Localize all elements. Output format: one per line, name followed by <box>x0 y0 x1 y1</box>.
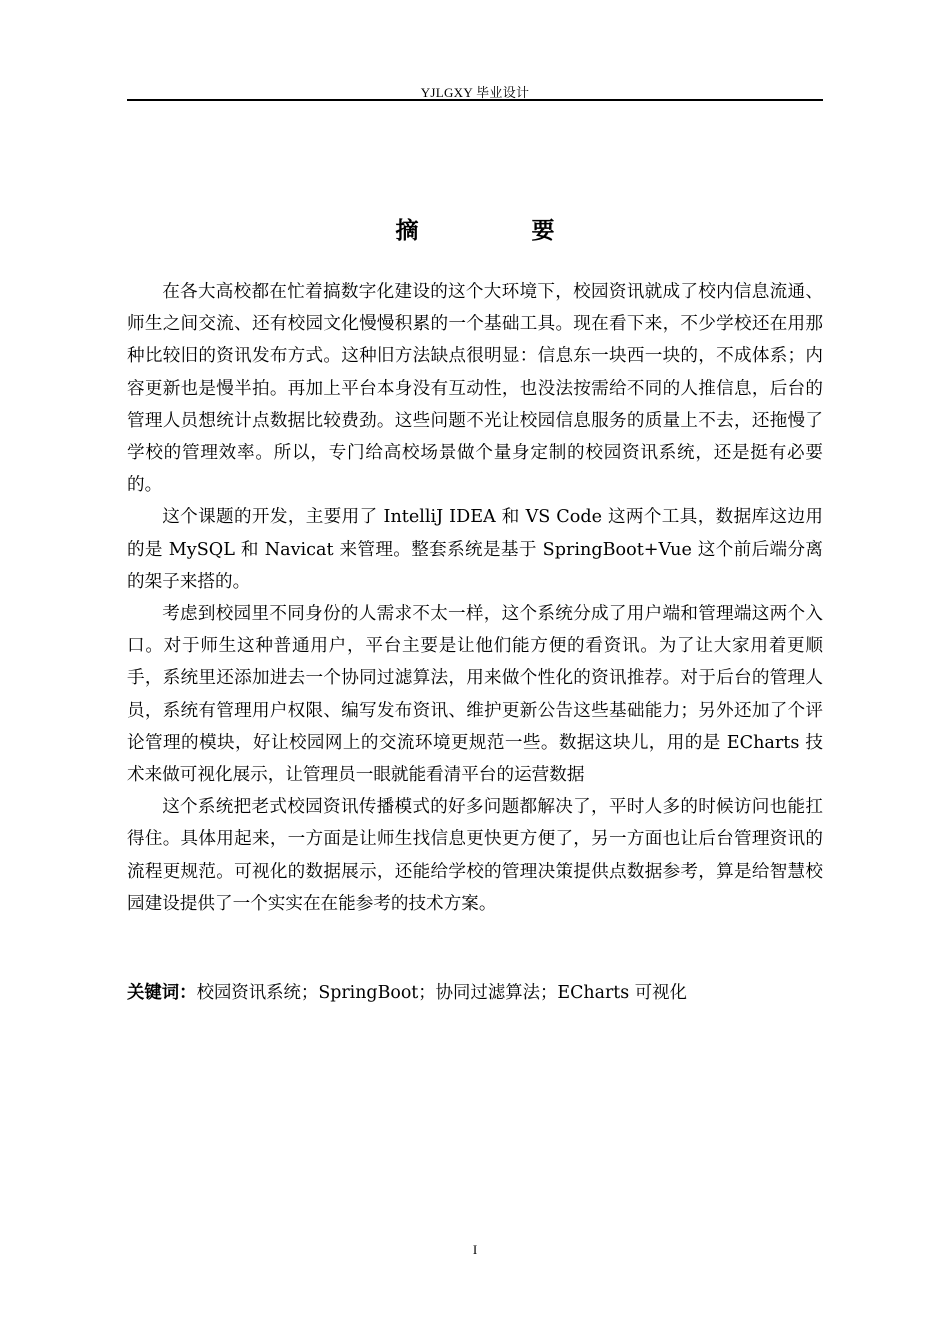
abstract-paragraph: 考虑到校园里不同身份的人需求不太一样，这个系统分成了用户端和管理端这两个入口。对于师生这种普通用户，平台主要是让他们能方便的看资讯。为了让大家用着更顺手，系统里还添加进去一个协同过滤算法，用来做个性化的资讯推荐。对于后台的管理人员，系统有管理用户权限、编写发布资讯、维护更新公告这些基础能力；另外还加了个评论管理的模块，好让校园网上的交流环境更规范一些。数据这块儿，用的是 ECharts 技术来做可视化展示，让管理员一眼就能看清平台的运营数据 <box>127 604 823 786</box>
keywords-label: 关键词： <box>127 983 197 1003</box>
header-rule <box>127 99 823 101</box>
abstract-title: 摘 要 <box>395 218 600 244</box>
page-header: YJLGXY 毕业设计 <box>420 85 530 100</box>
abstract-paragraph: 这个系统把老式校园资讯传播模式的好多问题都解决了，平时人多的时候访问也能扛得住。具体用起来，一方面是让师生找信息更快更方便了，另一方面也让后台管理资讯的流程更规范。可视化的数据展示，还能给学校的管理决策提供点数据参考，算是给智慧校园建设提供了一个实实在在能参考的技术方案。 <box>127 797 823 914</box>
page-number: I <box>472 1242 478 1257</box>
keywords-line <box>127 978 823 1008</box>
keywords-text: 校园资讯系统；SpringBoot；协同过滤算法；ECharts 可视化 <box>196 983 687 1003</box>
abstract-paragraph: 在各大高校都在忙着搞数字化建设的这个大环境下，校园资讯就成了校内信息流通、师生之间交流、还有校园文化慢慢积累的一个基础工具。现在看下来，不少学校还在用那种比较旧的资讯发布方式。这种旧方法缺点很明显：信息东一块西一块的，不成体系；内容更新也是慢半拍。再加上平台本身没有互动性，也没法按需给不同的人推信息，后台的管理人员想统计点数据比较费劲。这些问题不光让校园信息服务的质量上不去，还拖慢了学校的管理效率。所以，专门给高校场景做个量身定制的校园资讯系统，还是挺有必要的。 <box>127 282 823 496</box>
abstract-body <box>127 276 823 920</box>
abstract-paragraph: 这个课题的开发，主要用了 IntelliJ IDEA 和 VS Code 这两个工具，数据库这边用的是 MySQL 和 Navicat 来管理。整套系统是基于 SpringBoot+Vue 这个前后端分离的架子来搭的。 <box>127 507 823 592</box>
